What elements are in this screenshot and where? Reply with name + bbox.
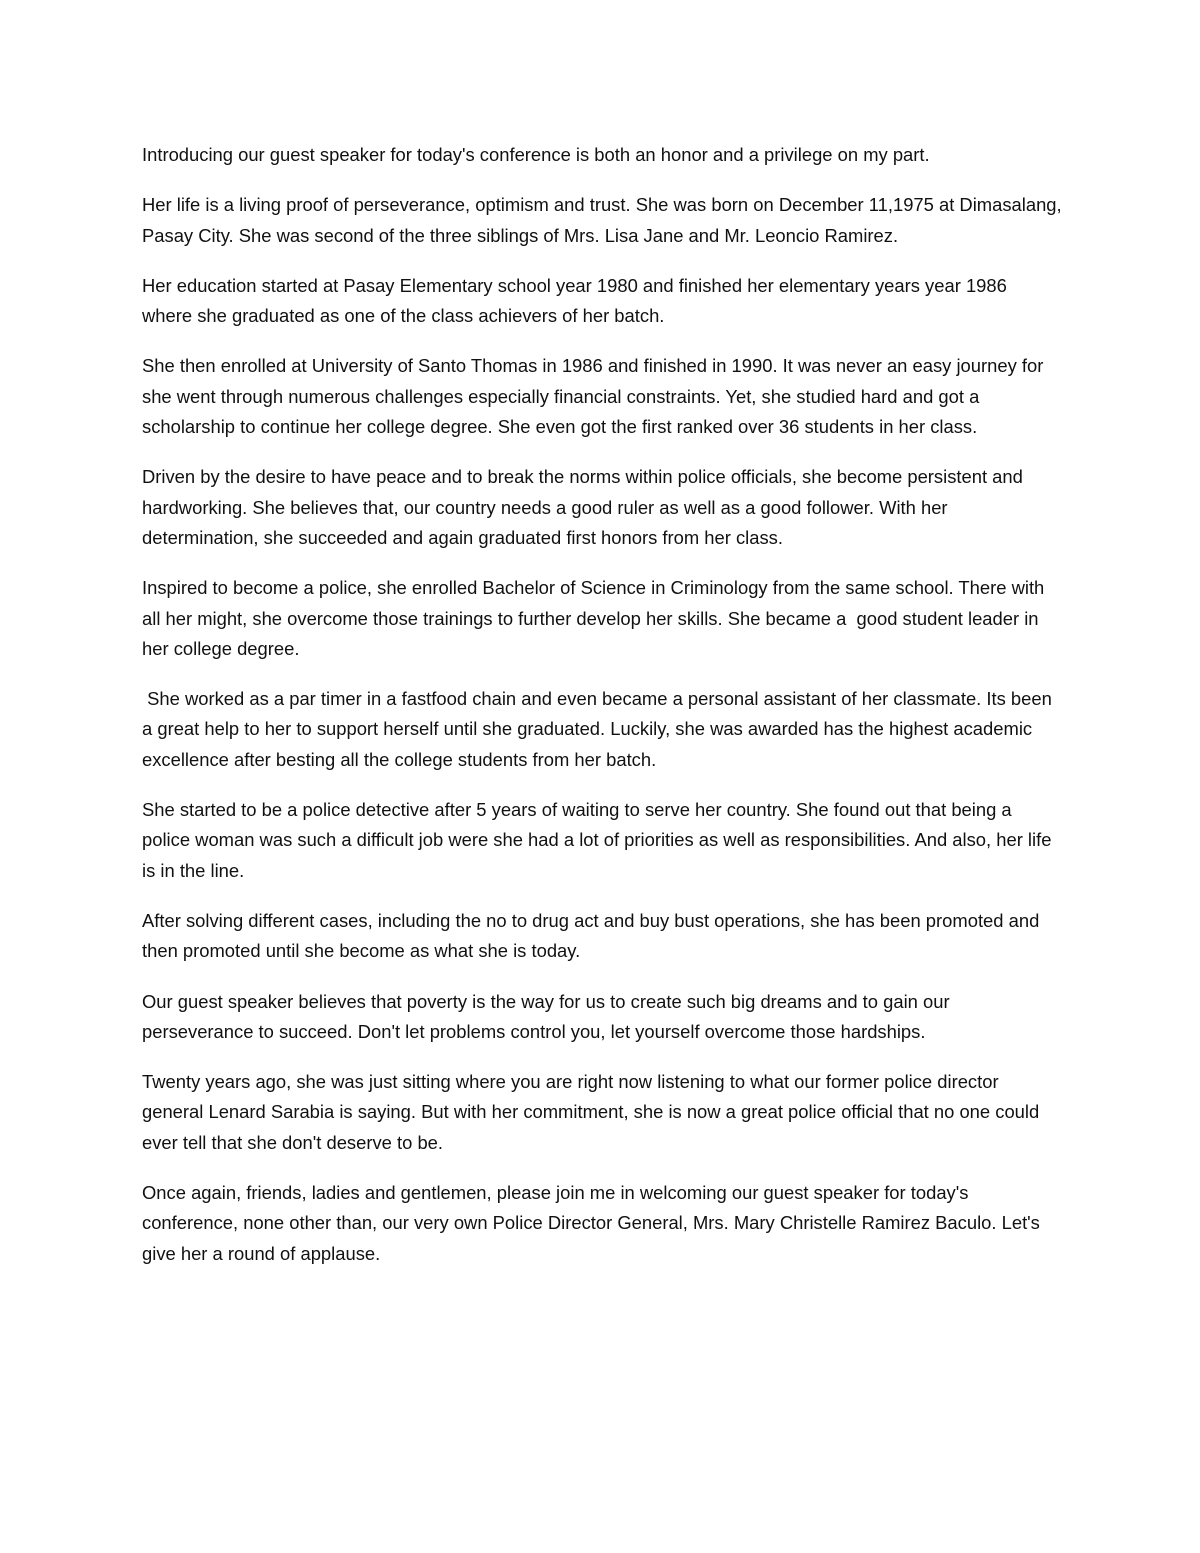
paragraph-2: Her life is a living proof of perseverance, optimism and trust. She was born on December 11,1975 at Dimasalang, Pasay City. She was second of the three siblings of Mrs. Lisa Jane and Mr. Leoncio Ramirez.: [142, 194, 1067, 246]
paragraph-4: She then enrolled at University of Santo Thomas in 1986 and finished in 1990. It was never an easy journey for she went through numerous challenges especially financial constraints. Yet, she studied hard and got a scholarship to continue her college degree. She even got the first ranked over 36 students in her class.: [142, 355, 1049, 438]
document-body: [142, 140, 1067, 1289]
paragraph-8: She started to be a police detective after 5 years of waiting to serve her country. She found out that being a police woman was such a difficult job were she had a lot of priorities as well as responsibilities. And also, her life is in the line.: [142, 799, 1057, 881]
paragraph-6: Inspired to become a police, she enrolled Bachelor of Science in Criminology from the same school. There with all her might, she overcome those trainings to further develop her skills. She became a good student leader in her college degree.: [142, 577, 1050, 659]
paragraph-12: Once again, friends, ladies and gentlemen, please join me in welcoming our guest speaker for today's conference, none other than, our very own Police Director General, Mrs. Mary Christelle Ramirez Baculo. Let's give her a round of applause.: [142, 1182, 1046, 1264]
paragraph-1: Introducing our guest speaker for today's conference is both an honor and a privilege on my part.: [142, 144, 930, 165]
paragraph-5: Driven by the desire to have peace and to break the norms within police officials, she become persistent and hardworking. She believes that, our country needs a good ruler as well as a good follower. With her determination, she succeeded and again graduated first honors from her class.: [142, 466, 1028, 548]
paragraph-3: Her education started at Pasay Elementary school year 1980 and finished her elementary years year 1986 where she graduated as one of the class achievers of her batch.: [142, 274, 1012, 327]
paragraph-9: After solving different cases, including the no to drug act and buy bust operations, she has been promoted and then promoted until she become as what she is today.: [142, 909, 1045, 962]
paragraph-7: She worked as a par timer in a fastfood chain and even became a personal assistant of her classmate. Its been a great help to her to support herself until she graduated. Luckily, she was awarded has the highest academic excellence after besting all the college students from her batch.: [142, 688, 1057, 770]
paragraph-11: Twenty years ago, she was just sitting where you are right now listening to what our former police director general Lenard Sarabia is saying. But with her commitment, she is now a great police official that no one could ever tell that she don't deserve to be.: [142, 1071, 1045, 1153]
paragraph-10: Our guest speaker believes that poverty is the way for us to create such big dreams and to gain our perseverance to succeed. Don't let problems control you, let yourself overcome those hardships.: [142, 990, 955, 1042]
